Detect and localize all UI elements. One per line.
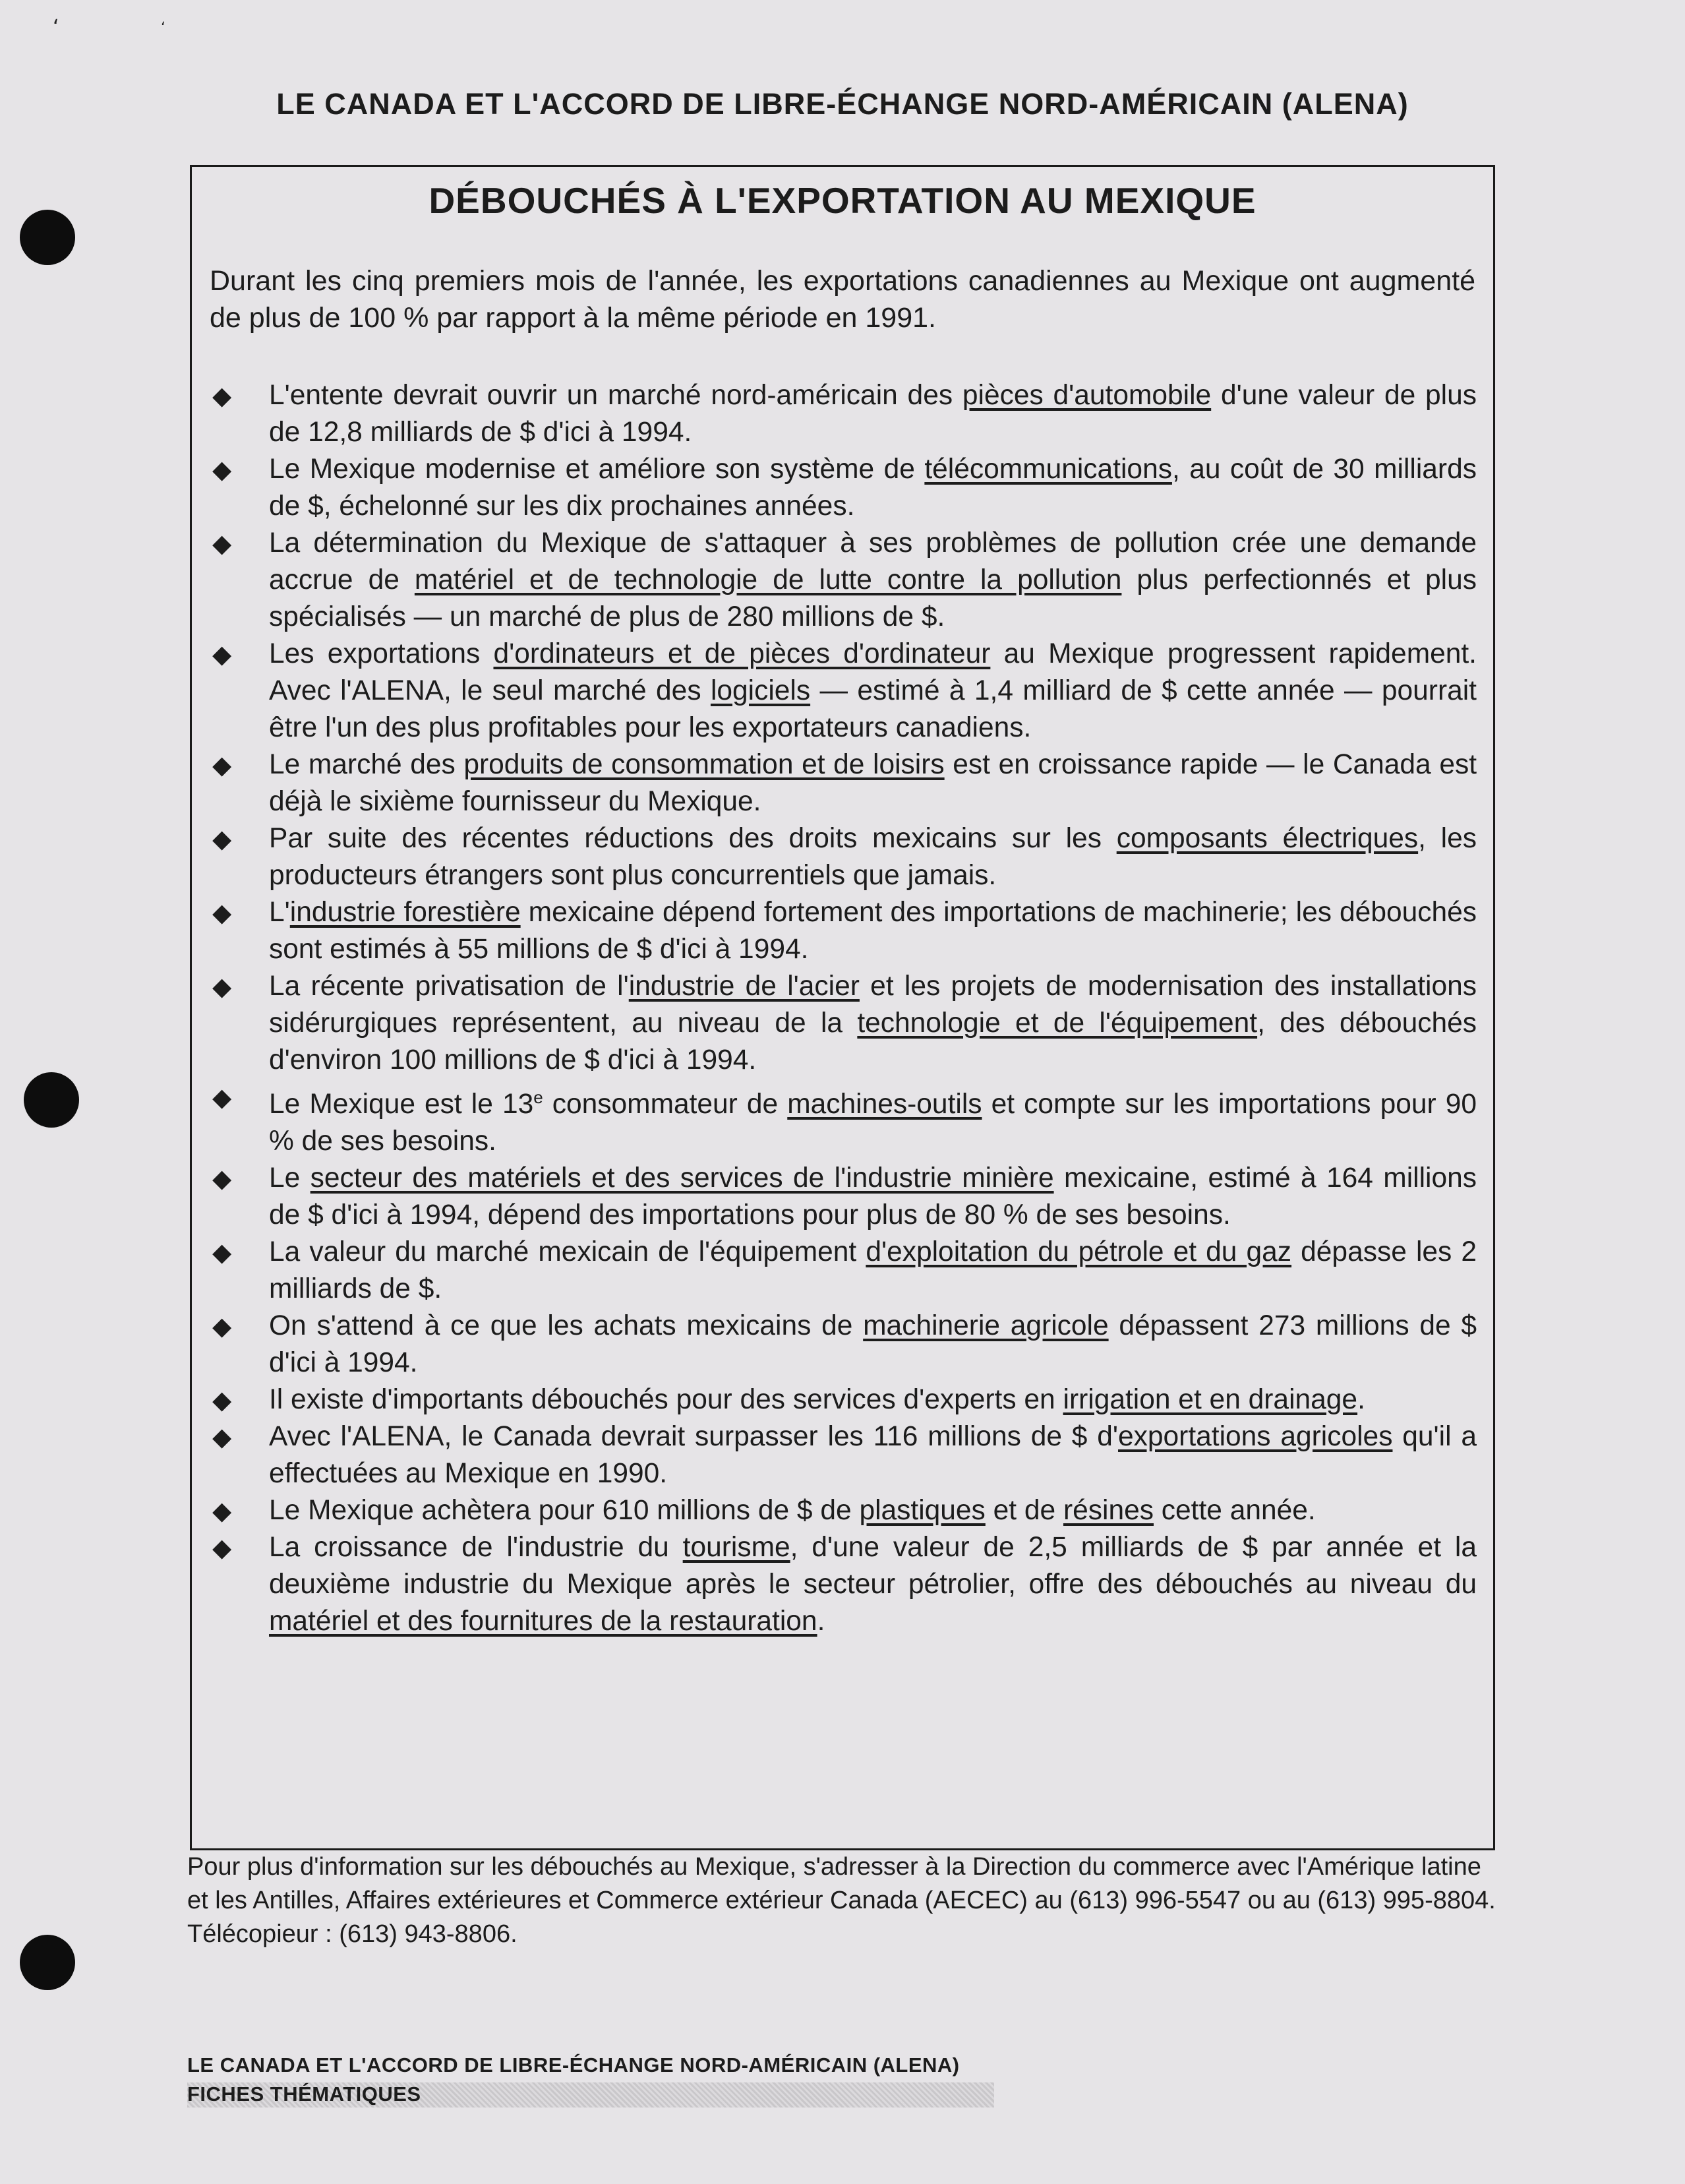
footnote: Pour plus d'information sur les débouchés au Mexique, s'adresser à la Direction du commerce avec l'Amérique latine et les Antilles, Affaires extérieures et Commerce extérieur Canada (AECEC) au (613) 996-5547 ou au (613) 995-8804. Télécopieur : (613) 943-8806. <box>187 1853 1496 1948</box>
bullet-text: La récente privatisation de l' <box>269 971 629 1002</box>
diamond-bullet-icon: ◆ <box>212 1083 232 1112</box>
bullet-item <box>210 1492 1477 1529</box>
binder-hole-middle <box>24 1072 79 1128</box>
bullet-text: Le <box>269 1163 310 1194</box>
underlined-term: matériel et de technologie de lutte contre la pollution <box>414 564 1122 595</box>
underlined-term: tourisme <box>682 1532 790 1563</box>
bullet-item <box>210 636 1477 746</box>
bullet-text: , les producteurs étrangers sont plus concurrentiels que jamais. <box>269 823 1477 891</box>
bullet-item <box>210 1418 1477 1492</box>
bullet-text: consommateur de <box>543 1089 788 1120</box>
footer-subtitle: FICHES THÉMATIQUES <box>187 2082 421 2106</box>
bullet-item <box>210 377 1477 451</box>
diamond-bullet-icon: ◆ <box>212 1238 232 1267</box>
bullet-text: La détermination du Mexique de s'attaquer à ses problèmes de pollution crée une demande accrue de <box>269 528 1477 595</box>
diamond-bullet-icon: ◆ <box>212 898 232 927</box>
bullet-text: Le Mexique achètera pour 610 millions de $ de <box>269 1495 860 1527</box>
bullet-text: , au coût de 30 milliards de $, échelonné sur les dix prochaines années. <box>269 454 1477 522</box>
underlined-term: industrie de l'acier <box>628 971 860 1002</box>
bullet-text: dépassent 273 millions de $ d'ici à 1994. <box>269 1310 1477 1379</box>
bullet-text: L' <box>269 897 290 928</box>
bullet-item <box>210 451 1477 525</box>
bullet-text: Le Mexique est le 13 <box>269 1089 534 1120</box>
diamond-bullet-icon: ◆ <box>212 381 232 410</box>
scan-mark: ʻ <box>53 16 59 39</box>
bullet-text: , des débouchés d'environ 100 millions de $ d'ici à 1994. <box>269 1008 1477 1076</box>
diamond-bullet-icon: ◆ <box>212 824 232 853</box>
diamond-bullet-icon: ◆ <box>212 1385 232 1415</box>
bullet-text: et les projets de modernisation des installations sidérurgiques représentent, au niveau de la <box>269 971 1477 1039</box>
footer-title: LE CANADA ET L'ACCORD DE LIBRE-ÉCHANGE NORD-AMÉRICAIN (ALENA) <box>187 2053 960 2077</box>
underlined-term: plastiques <box>859 1495 986 1527</box>
underlined-term: matériel et des fournitures de la restauration <box>269 1606 817 1637</box>
diamond-bullet-icon: ◆ <box>212 750 232 779</box>
bullet-item <box>210 820 1477 894</box>
diamond-bullet-icon: ◆ <box>212 1164 232 1194</box>
underlined-term: résines <box>1063 1495 1154 1527</box>
bullet-text: cette année. <box>1153 1495 1316 1527</box>
bullet-text: mexicaine, estimé à 164 millions de $ d'ici à 1994, dépend des importations pour plus de 80 % de ses besoins. <box>269 1163 1477 1231</box>
bullet-item <box>210 1234 1477 1308</box>
bullet-text: et compte sur les importations pour 90 % de ses besoins. <box>269 1089 1477 1157</box>
bullet-text: La croissance de l'industrie du <box>269 1532 683 1563</box>
underlined-term: machines-outils <box>787 1089 982 1120</box>
page-header: LE CANADA ET L'ACCORD DE LIBRE-ÉCHANGE NORD-AMÉRICAIN (ALENA) <box>276 87 1409 121</box>
underlined-term: télécommunications <box>924 454 1172 485</box>
bullet-text: Avec l'ALENA, le Canada devrait surpasser les 116 millions de $ d' <box>269 1421 1119 1453</box>
underlined-term: d'exploitation du pétrole et du gaz <box>866 1236 1292 1268</box>
bullet-text: d'une valeur de plus de 12,8 milliards de $ d'ici à 1994. <box>269 380 1477 448</box>
bullet-text: Il existe d'importants débouchés pour des services d'experts en <box>269 1384 1063 1416</box>
bullet-item <box>210 525 1477 636</box>
bullet-text: au Mexique progressent rapidement. Avec l'ALENA, le seul marché des <box>269 638 1477 706</box>
diamond-bullet-icon: ◆ <box>212 640 232 669</box>
bullet-item <box>210 894 1477 968</box>
diamond-bullet-icon: ◆ <box>212 1422 232 1452</box>
superscript: e <box>533 1087 543 1107</box>
underlined-term: machinerie agricole <box>863 1310 1109 1342</box>
bullet-item <box>210 1381 1477 1418</box>
underlined-term: secteur des matériels et des services de l'industrie minière <box>310 1163 1054 1194</box>
diamond-bullet-icon: ◆ <box>212 972 232 1001</box>
bullet-text: , d'une valeur de 2,5 milliards de $ par année et la deuxième industrie du Mexique après le secteur pétrolier, offre des débouchés au niveau du <box>269 1532 1477 1600</box>
scan-mark: ʻ <box>161 20 165 36</box>
underlined-term: pièces d'automobile <box>962 380 1212 411</box>
bullet-text: . <box>1357 1384 1365 1416</box>
bullet-text: Par suite des récentes réductions des droits mexicains sur les <box>269 823 1117 854</box>
bullet-item <box>210 968 1477 1079</box>
bullet-text: L'entente devrait ouvrir un marché nord-américain des <box>269 380 962 411</box>
bullet-text: est en croissance rapide — le Canada est déjà le sixième fournisseur du Mexique. <box>269 749 1477 817</box>
binder-hole-top <box>20 210 75 265</box>
bullet-item <box>210 746 1477 820</box>
bullet-text: qu'il a effectuées au Mexique en 1990. <box>269 1421 1477 1490</box>
bullet-text: et de <box>985 1495 1063 1527</box>
bullet-text: dépasse les 2 milliards de $. <box>269 1236 1477 1305</box>
underlined-term: exportations agricoles <box>1118 1421 1393 1453</box>
bullet-text: mexicaine dépend fortement des importations de machinerie; les débouchés sont estimés à 55 millions de $ d'ici à 1994. <box>269 897 1477 965</box>
bullet-item <box>210 1079 1477 1160</box>
underlined-term: irrigation et en drainage <box>1063 1384 1358 1416</box>
diamond-bullet-icon: ◆ <box>212 1533 232 1563</box>
box-title: DÉBOUCHÉS À L'EXPORTATION AU MEXIQUE <box>429 180 1256 221</box>
diamond-bullet-icon: ◆ <box>212 1496 232 1526</box>
bullet-text: Le Mexique modernise et améliore son système de <box>269 454 925 485</box>
bullet-text: On s'attend à ce que les achats mexicains de <box>269 1310 864 1342</box>
bullet-text: Le marché des <box>269 749 464 780</box>
underlined-term: technologie et de l'équipement <box>857 1008 1258 1039</box>
bullet-text: Les exportations <box>269 638 494 669</box>
bullet-item <box>210 1160 1477 1234</box>
intro-paragraph: Durant les cinq premiers mois de l'année, les exportations canadiennes au Mexique ont augmenté de plus de 100 % par rapport à la même période en 1991. <box>210 265 1475 334</box>
underlined-term: composants électriques <box>1116 823 1419 854</box>
underlined-term: industrie forestière <box>289 897 521 928</box>
bullet-item <box>210 1308 1477 1381</box>
bullet-text: plus perfectionnés et plus spécialisés — un marché de plus de 280 millions de $. <box>269 564 1477 632</box>
bullet-text: — estimé à 1,4 milliard de $ cette année — pourrait être l'un des plus profitables pour les exportateurs canadiens. <box>269 675 1477 743</box>
binder-hole-bottom <box>20 1935 75 1990</box>
bullet-text: La valeur du marché mexicain de l'équipement <box>269 1236 866 1268</box>
bullet-text: . <box>817 1606 825 1637</box>
diamond-bullet-icon: ◆ <box>212 455 232 484</box>
diamond-bullet-icon: ◆ <box>212 529 232 558</box>
underlined-term: produits de consommation et de loisirs <box>463 749 945 780</box>
bullet-item <box>210 1529 1477 1640</box>
underlined-term: d'ordinateurs et de pièces d'ordinateur <box>493 638 991 669</box>
diamond-bullet-icon: ◆ <box>212 1312 232 1341</box>
underlined-term: logiciels <box>710 675 811 706</box>
bullet-list <box>210 377 1477 1640</box>
